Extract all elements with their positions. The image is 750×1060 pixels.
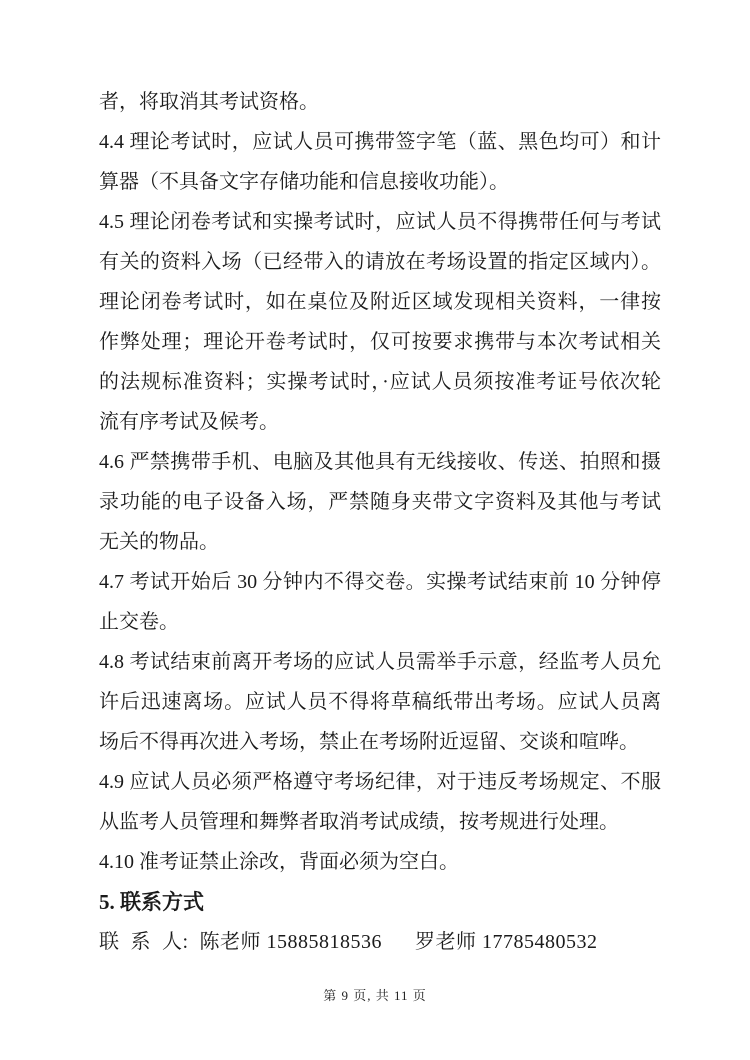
document-line: 的法规标准资料；实操考试时，·应试人员须按准考证号依次轮 bbox=[99, 371, 661, 393]
document-line: 录功能的电子设备入场，严禁随身夹带文字资料及其他与考试 bbox=[99, 491, 661, 513]
document-line: 4.9 应试人员必须严格遵守考场纪律，对于违反考场规定、不服 bbox=[99, 771, 661, 793]
document-line: 有关的资料入场（已经带入的请放在考场设置的指定区域内）。 bbox=[99, 251, 661, 273]
section-heading-contact: 5. 联系方式 bbox=[99, 890, 204, 914]
document-line: 4.4 理论考试时，应试人员可携带签字笔（蓝、黑色均可）和计 bbox=[99, 131, 661, 153]
document-line: 4.6 严禁携带手机、电脑及其他具有无线接收、传送、拍照和摄 bbox=[99, 451, 661, 473]
document-line: 从监考人员管理和舞弊者取消考试成绩，按考规进行处理。 bbox=[99, 811, 619, 833]
document-line: 无关的物品。 bbox=[99, 531, 219, 553]
document-line: 流有序考试及候考。 bbox=[99, 411, 279, 433]
document-line: 场后不得再次进入考场，禁止在考场附近逗留、交谈和喧哗。 bbox=[99, 731, 639, 753]
document-body bbox=[99, 82, 661, 962]
document-line: 许后迅速离场。应试人员不得将草稿纸带出考场。应试人员离 bbox=[99, 691, 661, 713]
document-line: 止交卷。 bbox=[99, 611, 179, 633]
document-line: 者，将取消其考试资格。 bbox=[99, 91, 319, 113]
contact-line: 联 系 人: 陈老师 15885818536 罗老师 17785480532 bbox=[99, 931, 598, 953]
document-line: 算器（不具备文字存储功能和信息接收功能）。 bbox=[99, 171, 509, 193]
page-footer: 第 9 页, 共 11 页 bbox=[323, 988, 427, 1003]
document-line: 作弊处理；理论开卷考试时，仅可按要求携带与本次考试相关 bbox=[99, 331, 661, 353]
document-line: 4.10 准考证禁止涂改，背面必须为空白。 bbox=[99, 851, 459, 873]
document-line: 4.8 考试结束前离开考场的应试人员需举手示意，经监考人员允 bbox=[99, 651, 661, 673]
document-line: 理论闭卷考试时，如在桌位及附近区域发现相关资料，一律按 bbox=[99, 291, 661, 313]
document-line: 4.5 理论闭卷考试和实操考试时，应试人员不得携带任何与考试 bbox=[99, 211, 661, 233]
document-line: 4.7 考试开始后 30 分钟内不得交卷。实操考试结束前 10 分钟停 bbox=[99, 571, 661, 593]
